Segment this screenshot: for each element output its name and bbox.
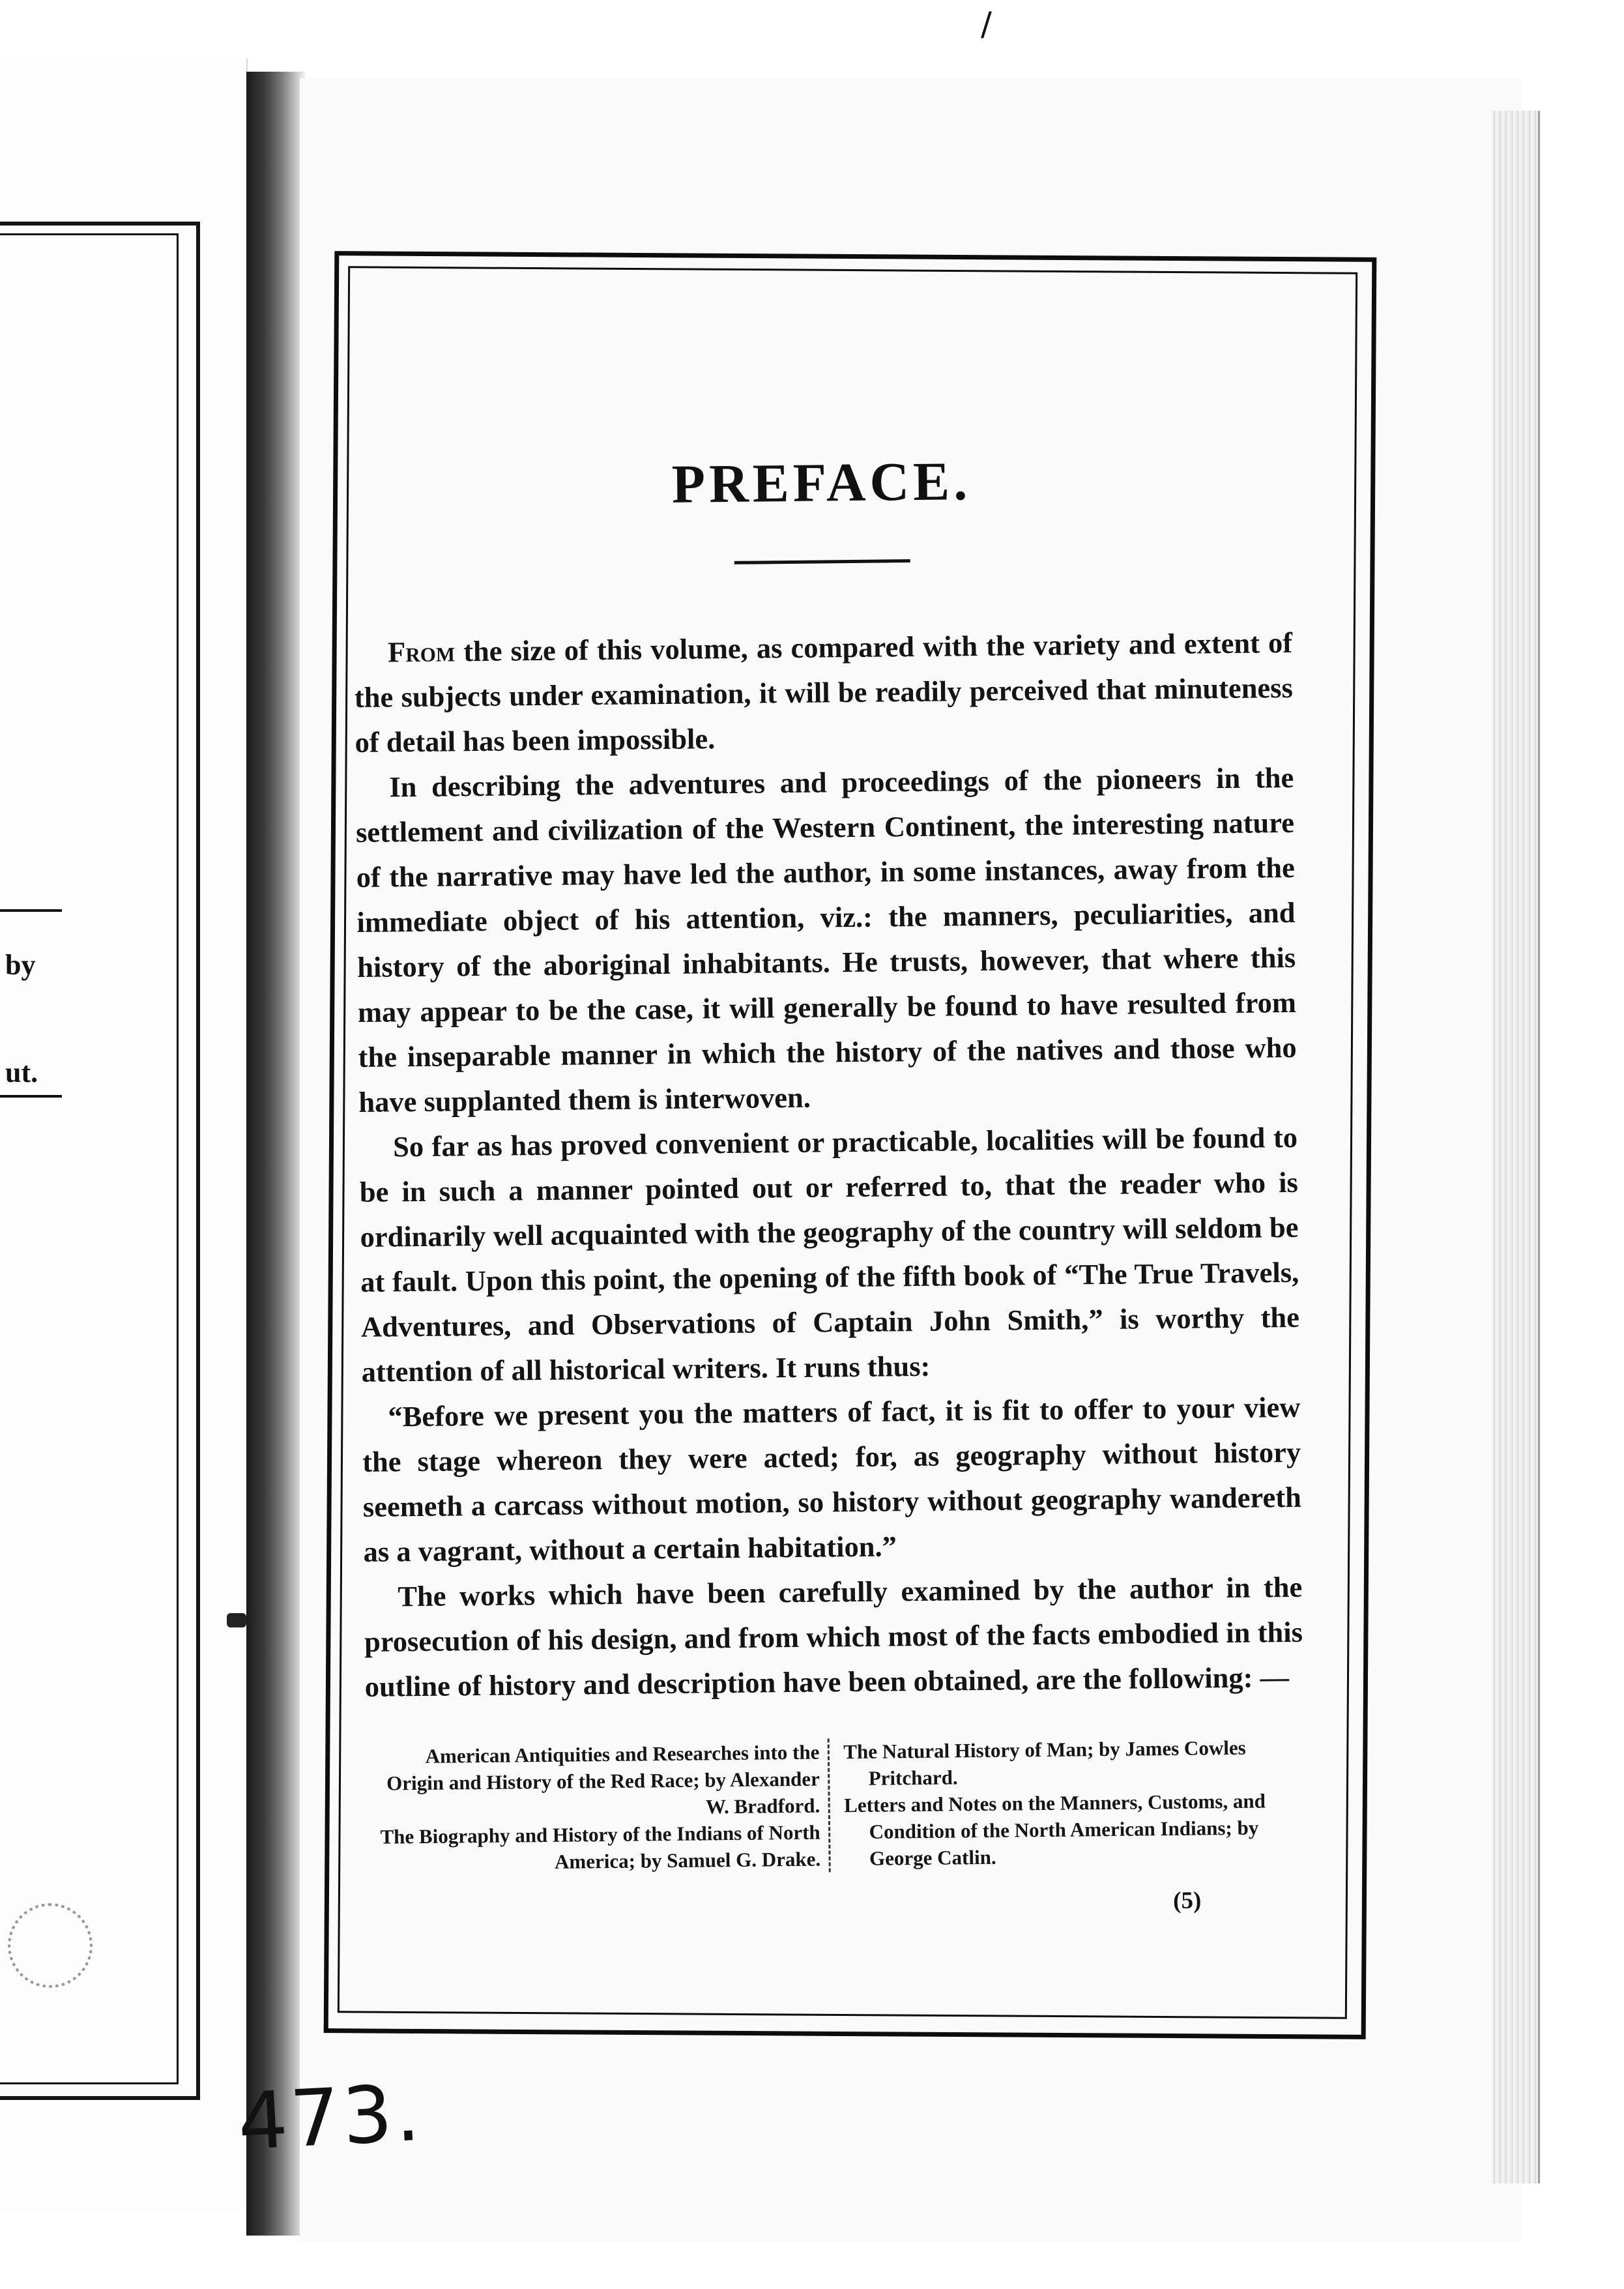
paragraph-1 <box>354 620 1294 765</box>
left-page-fragment <box>0 59 248 2209</box>
binding-gutter <box>246 72 305 2236</box>
page-number: (5) <box>1172 1887 1202 1914</box>
left-page-ornament <box>8 1903 93 1988</box>
bibliography-entry: American Antiquities and Researches into the Origin and History of the Red Race; by Alexander W. Bradford. <box>386 1740 820 1818</box>
bibliography-entry: The Natural History of Man; by James Cowles Pritchard. <box>843 1736 1246 1790</box>
paragraph-5: The works which have been carefully examined by the author in the prosecution of his design, and from which most of the facts embodied in this outline of history and description have been obtained, are the following: — <box>364 1570 1303 1703</box>
left-page-rule-bottom <box>0 1095 62 1098</box>
bibliography-entry: The Biography and History of the Indians of North America; by Samuel G. Drake. <box>380 1820 821 1873</box>
paragraph-3: So far as has proved convenient or practicable, localities will be found to be in such a manner pointed out or referred to, that the reader who is ordinarily well acquainted with the geography of the country will seldom be at fault. Upon this point, the opening of the fifth book of “The True Travels, Adventures, and Observations of Captain John Smith,” is worthy the attention of all historical writers. It runs thus: <box>359 1120 1300 1388</box>
title-rule <box>734 559 910 564</box>
binding-clip-mark <box>227 1613 246 1627</box>
left-page-rule-top <box>0 909 62 912</box>
paragraph-2: In describing the adventures and proceedings of the pioneers in the settlement and civilization of the Western Continent, the interesting nature of the narrative may have led the author, in some instances, away from the immediate object of his attention, viz.: the manners, peculiarities, and history of the aboriginal inhabitants. He trusts, however, that where this may appear to be the case, it will generally be found to have resulted from the inseparable manner in which the history of the natives and those who have supplanted them is interwoven. <box>355 761 1297 1118</box>
bibliography-entry: Letters and Notes on the Manners, Customs, and Condition of the North American Indians; by George Catlin. <box>844 1789 1266 1870</box>
bibliography <box>366 1734 1299 1877</box>
top-pencil-mark: / <box>981 5 992 43</box>
preface-body <box>354 620 1303 1710</box>
left-page-frame-inner <box>0 233 179 2084</box>
page-title: PREFACE. <box>671 451 972 515</box>
left-page-text-ut: ut. <box>5 1057 38 1088</box>
bibliography-right-column <box>843 1734 1299 1872</box>
handwritten-catalog-number: 473. <box>235 2067 425 2168</box>
paragraph-1-lead: From <box>387 635 456 669</box>
left-page-text-by: by <box>5 949 36 981</box>
paragraph-quote: “Before we present you the matters of fact, it is fit to offer to your view the stage whereon they were acted; for, as geography without history seemeth a carcass without motion, so history without geography wandereth as a vagrant, without a certain habitation.” <box>362 1390 1302 1568</box>
bibliography-left-column <box>366 1739 825 1877</box>
page-edge-stack <box>1492 111 1540 2183</box>
paragraph-1-text: the size of this volume, as compared with the variety and extent of the subjects under examination, it will be readily perceived that minuteness of detail has been impossible. <box>354 626 1294 759</box>
preface-content <box>352 446 1305 1923</box>
bibliography-brace-divider <box>827 1738 841 1872</box>
